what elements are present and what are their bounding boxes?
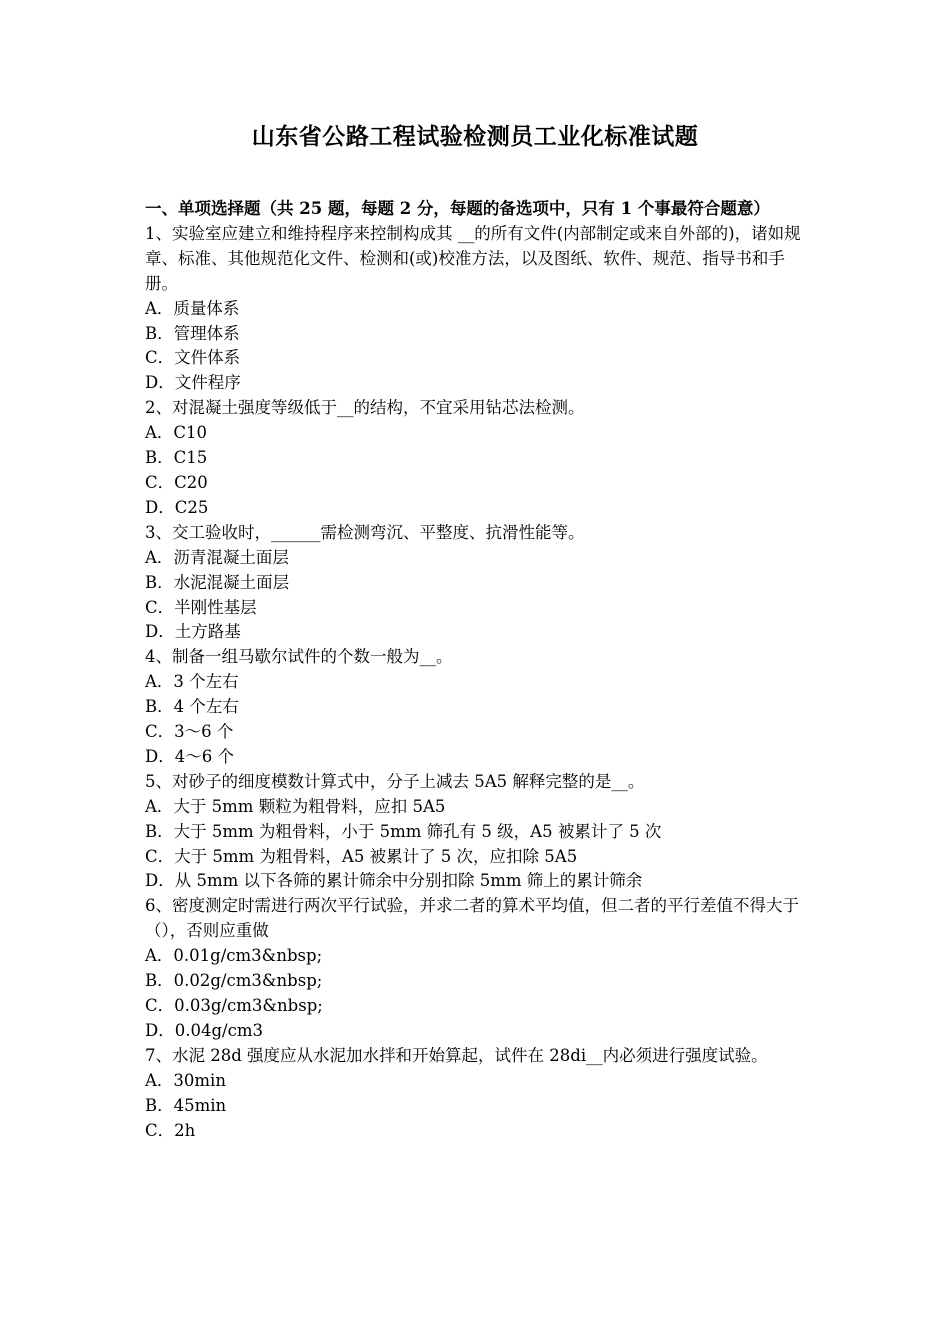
question-3	[145, 521, 807, 646]
question-option: B．0.02g/cm3&nbsp;	[145, 971, 323, 991]
question-option: C．半刚性基层	[145, 597, 257, 617]
question-option: D．文件程序	[145, 373, 241, 393]
question-option: D．从 5mm 以下各筛的累计筛余中分别扣除 5mm 筛上的累计筛余	[145, 871, 643, 891]
section-heading: 一、单项选择题（共 25 题，每题 2 分，每题的备选项中，只有 1 个事最符合题意）	[145, 199, 770, 218]
question-6	[145, 894, 807, 1043]
question-5	[145, 770, 807, 895]
question-2	[145, 396, 807, 521]
question-option: A．质量体系	[145, 298, 240, 318]
question-option: C．大于 5mm 为粗骨料，A5 被累计了 5 次，应扣除 5A5	[145, 846, 578, 866]
question-option: A．0.01g/cm3&nbsp;	[145, 946, 323, 966]
document-title: 山东省公路工程试验检测员工业化标准试题	[251, 123, 699, 150]
question-option: B．C15	[145, 448, 208, 468]
question-option: C．0.03g/cm3&nbsp;	[145, 996, 323, 1015]
question-option: D．0.04g/cm3	[145, 1020, 263, 1040]
question-stem: 1、实验室应建立和维持程序来控制构成其 __的所有文件(内部制定或来自外部的)，诸如规章、标准、其他规范化文件、检测和(或)校准方法，以及图纸、软件、规范、指导书和手册。	[145, 223, 801, 293]
question-option: A．C10	[145, 423, 208, 443]
question-option: C．2h	[145, 1120, 196, 1140]
question-option: B．水泥混凝土面层	[145, 572, 290, 592]
question-stem: 6、密度测定时需进行两次平行试验，并求二者的算术平均值，但二者的平行差值不得大于（），否则应重做	[145, 896, 799, 941]
question-option: D．C25	[145, 497, 209, 517]
question-4	[145, 645, 807, 770]
question-option: D．土方路基	[145, 622, 241, 642]
question-1	[145, 222, 807, 396]
question-stem: 7、水泥 28d 强度应从水泥加水拌和开始算起，试件在 28di__内必须进行强度试验。	[145, 1045, 768, 1065]
question-option: A．3 个左右	[145, 672, 239, 692]
question-option: A．大于 5mm 颗粒为粗骨料，应扣 5A5	[145, 796, 446, 816]
question-stem: 4、制备一组马歇尔试件的个数一般为__。	[145, 647, 453, 667]
question-option: B．45min	[145, 1095, 227, 1115]
question-option: A．沥青混凝土面层	[145, 547, 289, 567]
question-option: B．管理体系	[145, 323, 240, 343]
question-option: C．C20	[145, 472, 208, 492]
question-7	[145, 1044, 807, 1144]
question-stem: 3、交工验收时，______需检测弯沉、平整度、抗滑性能等。	[145, 522, 585, 542]
question-option: C．文件体系	[145, 348, 241, 368]
question-option: B．4 个左右	[145, 697, 239, 717]
question-option: B．大于 5mm 为粗骨料，小于 5mm 筛孔有 5 级，A5 被累计了 5 次	[145, 821, 662, 841]
document-body	[145, 197, 807, 1143]
question-stem: 2、对混凝土强度等级低于__的结构，不宜采用钻芯法检测。	[145, 398, 585, 418]
question-stem: 5、对砂子的细度模数计算式中，分子上减去 5A5 解释完整的是__。	[145, 771, 645, 791]
question-option: C．3～6 个	[145, 722, 234, 742]
question-option: A．30min	[145, 1070, 226, 1090]
question-option: D．4～6 个	[145, 746, 234, 766]
